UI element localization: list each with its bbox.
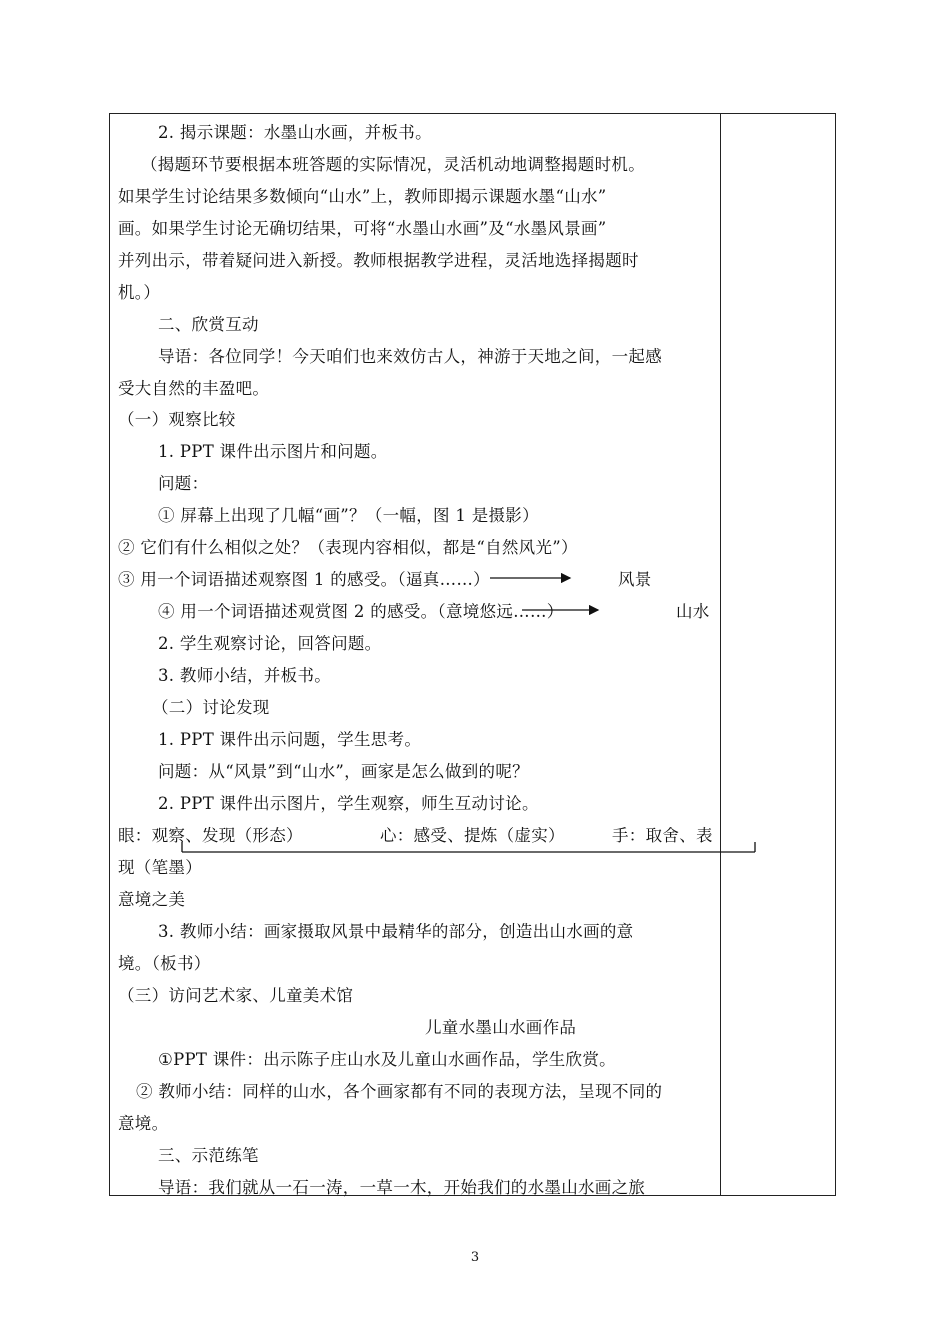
text-line: 问题： [158,474,209,493]
question-item: ④ 用一个词语描述观赏图 2 的感受。（意境悠远……） [158,602,564,621]
eye-item: 眼：观察、发现（形态） [118,826,303,845]
text-line: 画。如果学生讨论无确切结果，可将“水墨山水画”及“水墨风景画” [118,219,607,238]
section-heading: 三、示范练笔 [158,1146,259,1165]
text-line: 问题：从“风景”到“山水”，画家是怎么做到的呢？ [158,762,529,781]
subsection-heading: （一）观察比较 [118,410,236,429]
text-line: 现（笔墨） [118,858,202,877]
board-word-shanshui: 山水 [676,602,710,621]
question-item: ① 屏幕上出现了几幅“画”？（一幅，图 1 是摄影） [158,506,539,525]
page-number: 3 [470,1250,480,1265]
subsection-heading: （二）讨论发现 [152,698,270,717]
text-line: 受大自然的丰盈吧。 [118,379,270,398]
text-line: 儿童水墨山水画作品 [425,1018,577,1037]
text-line: 如果学生讨论结果多数倾向“山水”上，教师即揭示课题水墨“山水” [118,187,607,206]
text-line: 意境之美 [118,890,186,909]
heart-item: 心：感受、提炼（虚实） [380,826,565,845]
text-line: 1. PPT 课件出示问题，学生思考。 [158,730,422,749]
hand-item: 手：取舍、表 [612,826,713,845]
text-line: 2. 学生观察讨论，回答问题。 [158,634,382,653]
text-line: 境。（板书） [118,954,211,973]
text-line: 3. 教师小结，并板书。 [158,666,332,685]
text-line: 机。） [118,283,161,302]
text-line: 1. PPT 课件出示图片和问题。 [158,442,388,461]
board-word-fengjing: 风景 [618,570,652,589]
subsection-heading: （三）访问艺术家、儿童美术馆 [118,986,354,1005]
text-line: 2. PPT 课件出示图片，学生观察，师生互动讨论。 [158,794,539,813]
text-line: ② 教师小结：同样的山水，各个画家都有不同的表现方法，呈现不同的 [136,1082,663,1101]
text-line: 并列出示，带着疑问进入新授。教师根据教学进程，灵活地选择揭题时 [118,251,639,270]
question-item: ③ 用一个词语描述观察图 1 的感受。（逼真……） [118,570,490,589]
text-line: ①PPT 课件：出示陈子庄山水及儿童山水画作品，学生欣赏。 [158,1050,616,1069]
text-line: 2. 揭示课题：水墨山水画，并板书。 [158,123,432,142]
text-line: 3. 教师小结：画家摄取风景中最精华的部分，创造出山水画的意 [158,922,634,941]
text-line: （揭题环节要根据本班答题的实际情况，灵活机动地调整揭题时机。 [141,155,645,174]
section-heading: 二、欣赏互动 [158,315,259,334]
text-line: 导语：我们就从一石一涛，一草一木，开始我们的水墨山水画之旅 [158,1178,646,1197]
text-line: 意境。 [118,1114,169,1133]
question-item: ② 它们有什么相似之处？（表现内容相似，都是“自然风光”） [118,538,578,557]
text-line: 导语：各位同学！今天咱们也来效仿古人，神游于天地之间，一起感 [158,347,662,366]
